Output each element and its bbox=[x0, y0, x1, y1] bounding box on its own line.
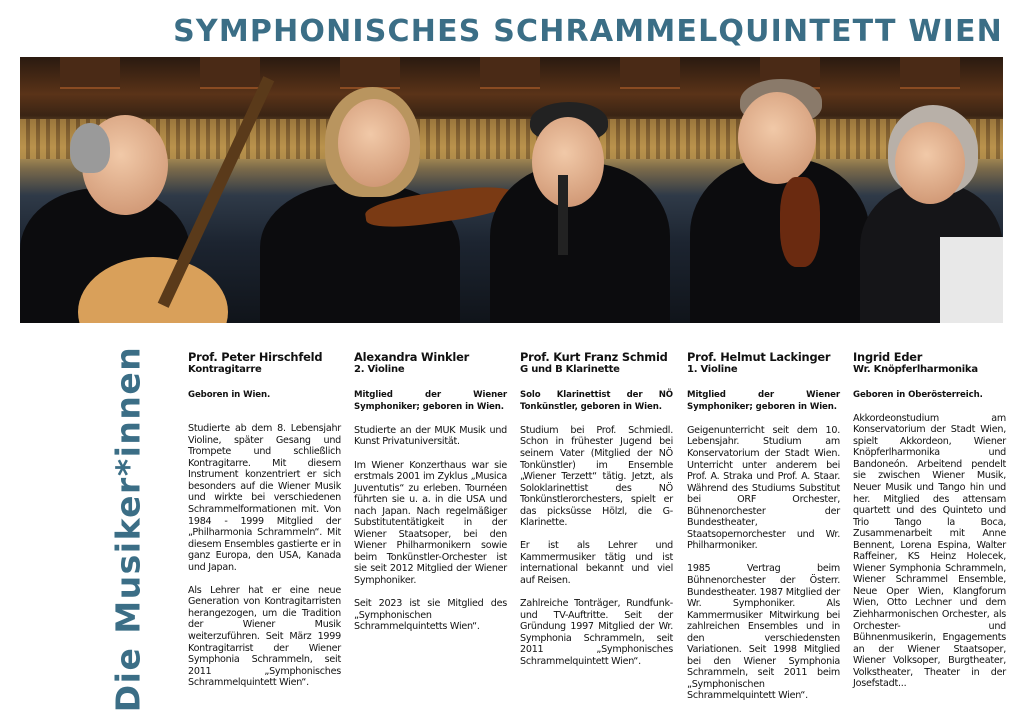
bio-paragraph: Als Lehrer hat er eine neue Generation von Kontragitarristen herangezogen, um die Tradition der Wiener Musik weiterzuführen. Seit März 1999 Kontragitarrist der Wiener Symphonia Schrammeln, seit 2011 „Symphonisches Schrammelquintett Wien“. bbox=[188, 584, 341, 689]
musician-lead: Solo Klarinettist der NÖ Tonkünstler, geboren in Wien. bbox=[520, 390, 673, 413]
bio-paragraph: Seit 2023 ist sie Mitglied des „Symphonischen Schrammelquintetts Wien“. bbox=[354, 598, 507, 633]
bio-paragraph: Studierte ab dem 8. Lebensjahr Violine, später Gesang und Trompete und schließlich Kontragitarre. Mit diesem Instrument konzentriert er sich besonders auf die Wiener Musik und wirkte bei verschiedenen Schrammelformationen mit. Von 1984 - 1999 Mitglied der „Philharmonia Schrammeln“. Mit diesem Ensembles gastierte er in ganz Europa, den USA, Kanada und Japan. bbox=[188, 423, 341, 573]
musician-lead: Mitglied der Wiener Symphoniker; geboren in Wien. bbox=[687, 390, 840, 413]
musician-bio bbox=[188, 351, 341, 689]
ensemble-photo bbox=[20, 57, 1003, 323]
musician-bio bbox=[520, 351, 673, 667]
bio-paragraph: Zahlreiche Tonträger, Rundfunk- und TV-Auftritte. Seit der Gründung 1997 Mitglied der Wr. Symphonia Schrammeln, seit 2011 „Symphonisches Schrammelquintett Wien“. bbox=[520, 598, 673, 667]
musician-instrument: Wr. Knöpferlharmonika bbox=[853, 364, 978, 375]
musician-instrument: G und B Klarinette bbox=[520, 364, 620, 375]
bio-paragraph: Studium bei Prof. Schmiedl. Schon in frühester Jugend bei seinem Vater (Mitglied der NÖ Tonkünstler) im Ensemble „Wiener Terzett“ tätig. Jetzt, als Soloklarinettist des NÖ Tonkünstlerorchesters, spielt er das picksüsse Hölzl, die G-Klarinette. bbox=[520, 424, 673, 529]
musician-bio bbox=[853, 351, 1006, 690]
musician-name: Prof. Peter Hirschfeld bbox=[188, 350, 323, 364]
musician-name: Prof. Helmut Lackinger bbox=[687, 350, 831, 364]
bio-paragraph: Akkordeonstudium am Konservatorium der Stadt Wien, spielt Akkordeon, Wiener Knöpferlharmonika und Bandoneón. Arbeitend pendelt sie zwischen Wiener Musik, Neuer Musik und Tango hin und her. Mitglied des attensam quartett und des Quinteto und Trio Tango la Boca, Zusammenarbeit mit Anne Bennent, Lorena Espina, Walter Raffeiner, KS Heinz Holecek, Wiener Symphonia Schrammeln, Wiener Schrammel Ensemble, Neue Oper Wien, Klangforum Wien, Otto Lechner und dem Ziehharmonischen Orchester, als Orchester- und Bühnenmusikerin, Engagements an der Wiener Staatsoper, Wiener Volksoper, Burgtheater, Volkstheater, Theater in der Josefstadt... bbox=[853, 412, 1006, 690]
musician-name: Ingrid Eder bbox=[853, 350, 923, 364]
musician-instrument: Kontragitarre bbox=[188, 364, 262, 375]
musician-lead: Geboren in Wien. bbox=[188, 390, 271, 400]
musician-name: Alexandra Winkler bbox=[354, 350, 470, 364]
section-heading bbox=[108, 345, 148, 713]
musician-lead: Geboren in Oberösterreich. bbox=[853, 390, 983, 400]
bio-paragraph: 1985 Vertrag beim Bühnenorchester der Österr. Bundestheater. 1987 Mitglied der Wr. Symphoniker. Als Kammermusiker Mitwirkung bei zahlreichen Ensembles und in den verschiedensten Variationen. Seit 1998 Mitglied bei den Wiener Symphonia Schrammeln, seit 2011 beim „Symphonischen Schrammelquintett Wien“. bbox=[687, 563, 840, 702]
musician-name: Prof. Kurt Franz Schmid bbox=[520, 350, 668, 364]
musician-bio bbox=[687, 351, 840, 702]
page-title: SYMPHONISCHES SCHRAMMELQUINTETT WIEN bbox=[173, 14, 1003, 49]
musician-lead: Mitglied der Wiener Symphoniker; geboren in Wien. bbox=[354, 390, 507, 413]
musician-bio bbox=[354, 351, 507, 633]
bio-paragraph: Er ist als Lehrer und Kammermusiker tätig und ist international bekannt und viel auf Reisen. bbox=[520, 540, 673, 586]
section-heading-text: Die Musiker*innen bbox=[108, 345, 148, 713]
musician-instrument: 1. Violine bbox=[687, 364, 738, 375]
musician-instrument: 2. Violine bbox=[354, 364, 405, 375]
bio-paragraph: Geigenunterricht seit dem 10. Lebensjahr. Studium am Konservatorium der Stadt Wien. Unterricht unter anderem bei Prof. A. Straka und Prof. A. Staar. Während des Studiums Substitut bei ORF Orchester, Bühnenorchester der Bundestheater, Staatsopernorchester und Wr. Philharmoniker. bbox=[687, 424, 840, 552]
bio-paragraph: Studierte an der MUK Musik und Kunst Privatuniversität. bbox=[354, 424, 507, 448]
bio-paragraph: Im Wiener Konzerthaus war sie erstmals 2001 im Zyklus „Musica Juventutis“ zu erleben. Tournéen führten sie u. a. in die USA und nach Japan. Nach regelmäßiger Substitutentätigkeit in der Wiener Staatsoper, bei den Wiener Philharmonikern sowie beim Tonkünstler-Orchester ist sie seit 2012 Mitglied der Wiener Symphoniker. bbox=[354, 459, 507, 586]
